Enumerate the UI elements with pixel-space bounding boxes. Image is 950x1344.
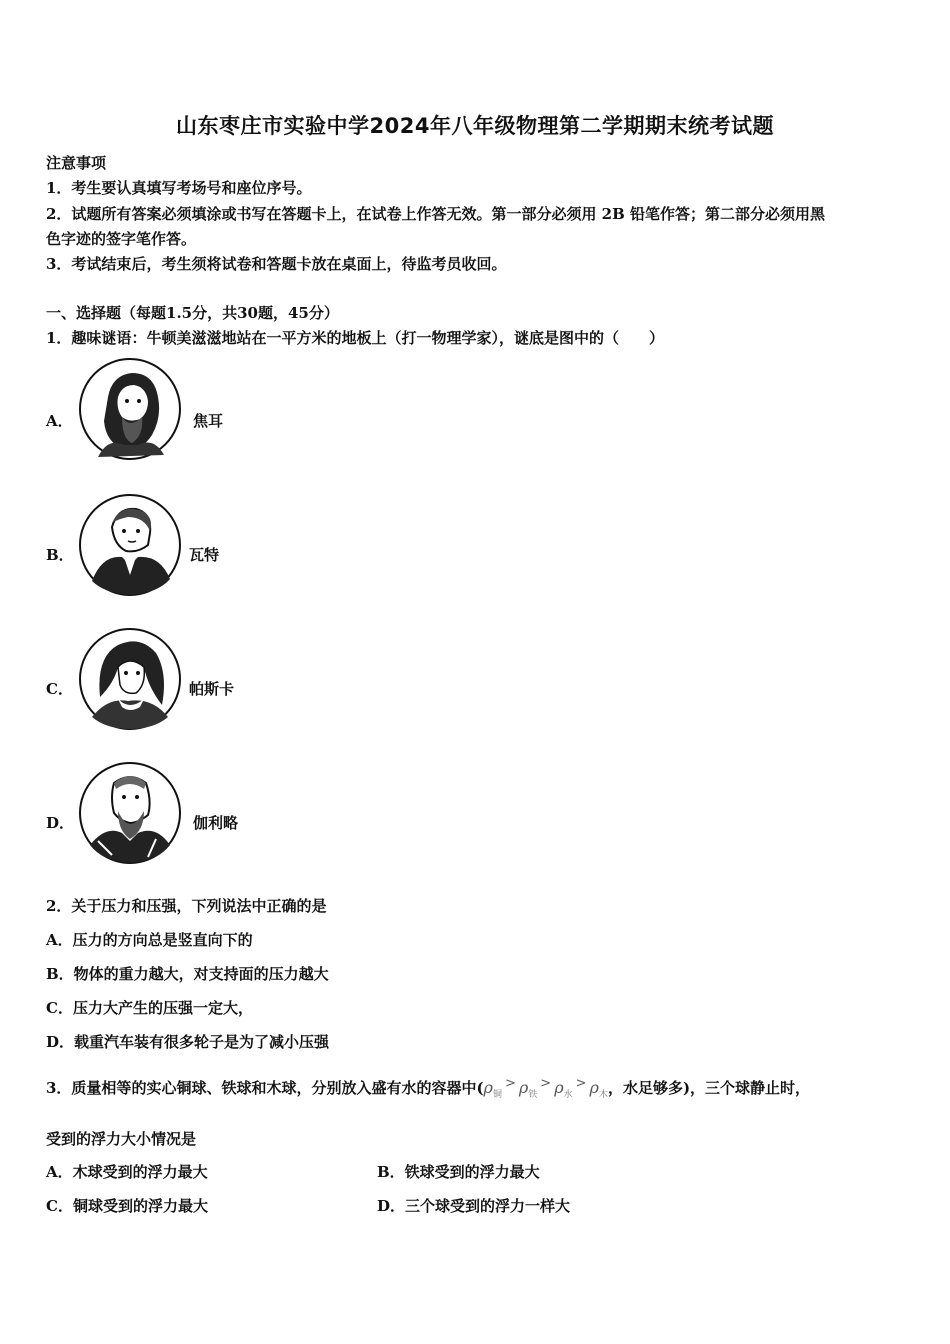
q1-option-b-letter: B． (46, 546, 74, 564)
q1-option-a-name: 焦耳 (193, 412, 224, 430)
watt-portrait-icon (78, 493, 182, 597)
rho-iron: $\rho_铁$ (518, 1078, 538, 1101)
notice-line-2: 2．试题所有答案必须填涂或书写在答题卡上，在试卷上作答无效。第一部分必须用 2B 铅笔作答；第二部分必须用黑 (46, 205, 826, 223)
greater-than: > (540, 1076, 552, 1091)
rho-water: $\rho_水$ (554, 1078, 573, 1101)
pascal-portrait-icon (78, 627, 182, 731)
q1-option-d-name: 伽利略 (193, 814, 239, 832)
galileo-portrait-icon (78, 761, 182, 865)
section-heading: 一、选择题（每题1.5分，共30题，45分） (46, 304, 339, 322)
question-1-stem: 1．趣味谜语：牛顿美滋滋地站在一平方米的地板上（打一物理学家），谜底是图中的（ ） (46, 329, 664, 347)
q2-option-b: B．物体的重力越大，对支持面的压力越大 (46, 965, 329, 983)
q3-option-a: A．木球受到的浮力最大 (46, 1163, 208, 1181)
q3-stem-pre: 3．质量相等的实心铜球、铁球和木球，分别放入盛有水的容器中( (46, 1079, 484, 1097)
q3-option-b: B．铁球受到的浮力最大 (377, 1163, 540, 1181)
notice-line-1: 1．考生要认真填写考场号和座位序号。 (46, 179, 312, 197)
q1-option-a-letter: A． (46, 412, 73, 430)
joule-portrait-icon (78, 357, 182, 461)
q2-option-d: D．载重汽车装有很多轮子是为了减小压强 (46, 1033, 330, 1051)
q3-option-c: C．铜球受到的浮力最大 (46, 1197, 208, 1215)
q3-option-d: D．三个球受到的浮力一样大 (377, 1197, 571, 1215)
notice-heading: 注意事项 (46, 154, 107, 172)
greater-than: > (504, 1076, 516, 1091)
rho-copper: $\rho_铜$ (483, 1078, 502, 1101)
question-2-stem: 2．关于压力和压强，下列说法中正确的是 (46, 897, 327, 915)
notice-line-3: 3．考试结束后，考生须将试卷和答题卡放在桌面上，待监考员收回。 (46, 255, 507, 273)
q3-stem-post: ，水足够多)，三个球静止时， (607, 1079, 811, 1097)
q1-option-d-letter: D． (46, 814, 75, 832)
q1-option-b-name: 瓦特 (189, 546, 220, 564)
q1-option-c-letter: C． (46, 680, 73, 698)
question-3-stem (46, 1077, 810, 1100)
rho-wood: $\rho_木$ (589, 1078, 608, 1101)
notice-line-2-cont: 色字迹的签字笔作答。 (46, 230, 197, 248)
q2-option-a: A．压力的方向总是竖直向下的 (46, 931, 253, 949)
question-3-stem-cont: 受到的浮力大小情况是 (46, 1130, 197, 1148)
page-title: 山东枣庄市实验中学2024年八年级物理第二学期期末统考试题 (176, 114, 774, 138)
q2-option-c: C．压力大产生的压强一定大， (46, 999, 253, 1017)
greater-than: > (575, 1076, 587, 1091)
q1-option-c-name: 帕斯卡 (189, 680, 235, 698)
